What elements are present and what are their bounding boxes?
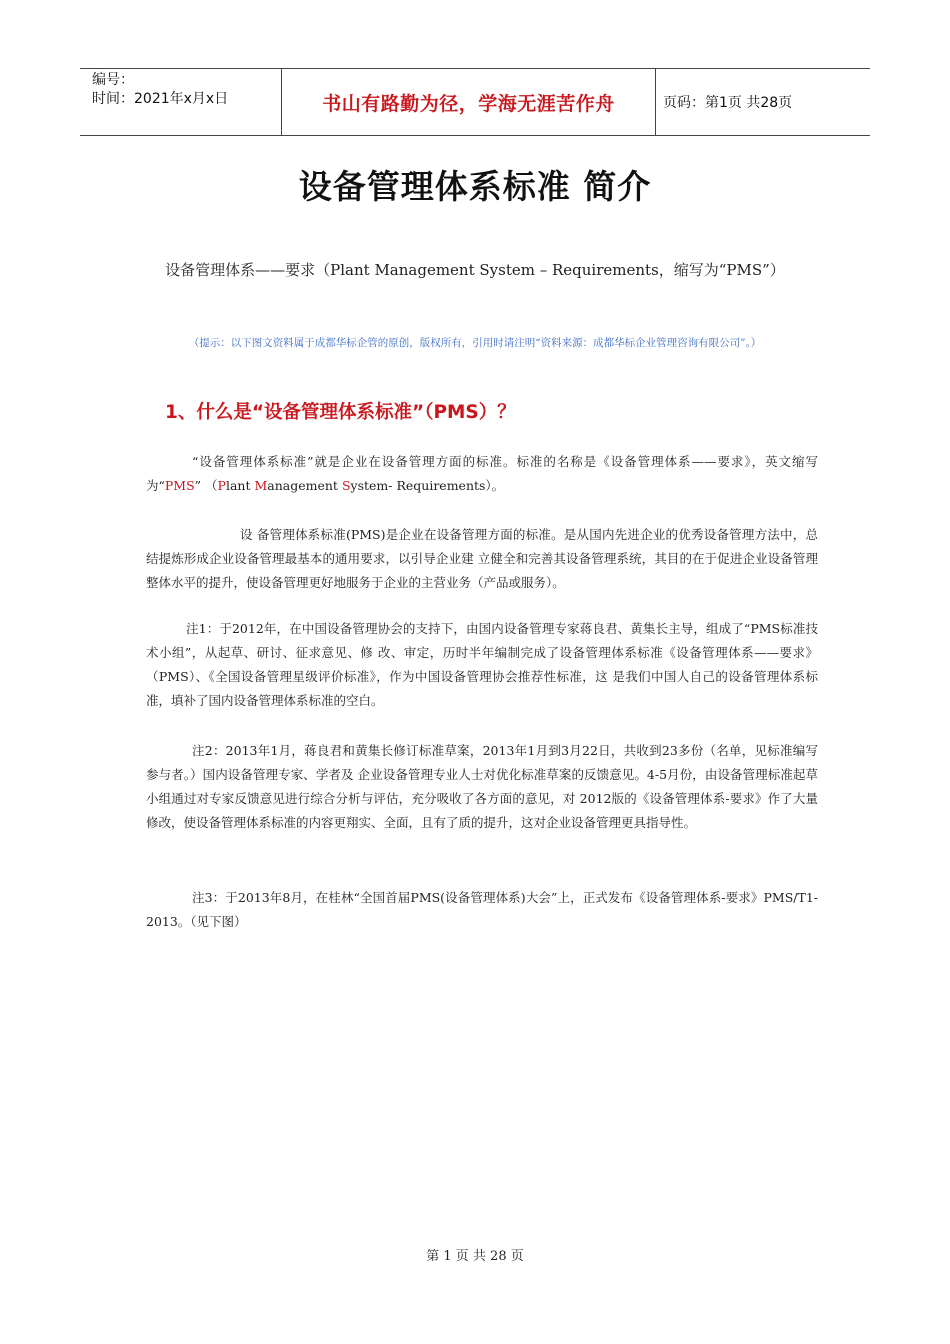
- copyright-note: （提示：以下图文资料属于成都华标企管的原创，版权所有，引用时请注明“资料来源：成都华标企业管理咨询有限公司”。）: [188, 337, 762, 349]
- p1-text-d: anagement: [267, 478, 342, 493]
- page-footer: 第 1 页 共 28 页: [426, 1249, 524, 1264]
- document-title: 设备管理体系标准 简介: [298, 167, 652, 206]
- p1-text-e: ystem- Requirements）。: [350, 478, 505, 493]
- page-header: [80, 68, 870, 136]
- paragraph-note-2: 注2：2013年1月，蒋良君和黄集长修订标准草案，2013年1月到3月22日，共收到23多份（名单，见标准编写参与者。）国内设备管理专家、学者及 企业设备管理专业人士对优化标准草案的反馈意见。4-5月份，由设备管理标准起草小组通过对专家反馈意见进行综合分析与评估，充分吸收了各方面的意见，对 2012版的《设备管理体系-要求》作了大量修改，使设备管理体系标准的内容更翔实、全面，且有了质的提升，这对企业设备管理更具指导性。: [146, 743, 818, 830]
- p1-letter-m: M: [254, 478, 268, 493]
- paragraph-note-1: 注1：于2012年，在中国设备管理协会的支持下，由国内设备管理专家蒋良君、黄集长主导，组成了“PMS标准技术小组”，从起草、研讨、征求意见、修 改、审定，历时半年编制完成了设备管理体系标准《设备管理体系——要求》（PMS）、《全国设备管理星级评价标准》，作为中国设备管理协会推荐性标准，这 是我们中国人自己的设备管理体系标准，填补了国内设备管理体系标准的空白。: [146, 621, 818, 708]
- header-page-info: 页码：第1页 共28页: [663, 95, 793, 111]
- paragraph-note-3: 注3：于2013年8月，在桂林“全国首届PMS(设备管理体系)大会”上，正式发布《设备管理体系-要求》PMS/T1-2013。（见下图）: [146, 890, 818, 929]
- p1-letter-p: P: [217, 478, 226, 493]
- paragraph-description: 设 备管理体系标准(PMS)是企业在设备管理方面的标准。是从国内先进企业的优秀设备管理方法中，总结提炼形成企业设备管理最基本的通用要求，以引导企业建 立健全和完善其设备管理系统，其目的在于促进企业设备管理整体水平的提升，使设备管理更好地服务于企业的主营业务（产品或服务）。: [146, 527, 818, 590]
- p1-letter-s: S: [341, 478, 351, 493]
- document-subtitle: 设备管理体系——要求（Plant Management System – Requirements，缩写为“PMS”）: [165, 261, 785, 279]
- header-meta: [80, 69, 282, 135]
- p1-pms: PMS: [164, 478, 195, 493]
- number-label: 编号：: [92, 72, 134, 88]
- time-label: 时间：2021年x月x日: [92, 91, 229, 107]
- section-heading: 1、什么是“设备管理体系标准”（PMS）？: [165, 402, 516, 423]
- p1-text-c: lant: [225, 478, 255, 493]
- p1-text-b: ” （: [194, 478, 218, 493]
- p1-text-a: “设备管理体系标准”就是企业在设备管理方面的标准。标准的名称是《设备管理体系——要求》，英文缩写为“: [146, 454, 818, 493]
- header-motto: 书山有路勤为径，学海无涯苦作舟: [282, 69, 656, 135]
- paragraph-definition: [146, 450, 818, 498]
